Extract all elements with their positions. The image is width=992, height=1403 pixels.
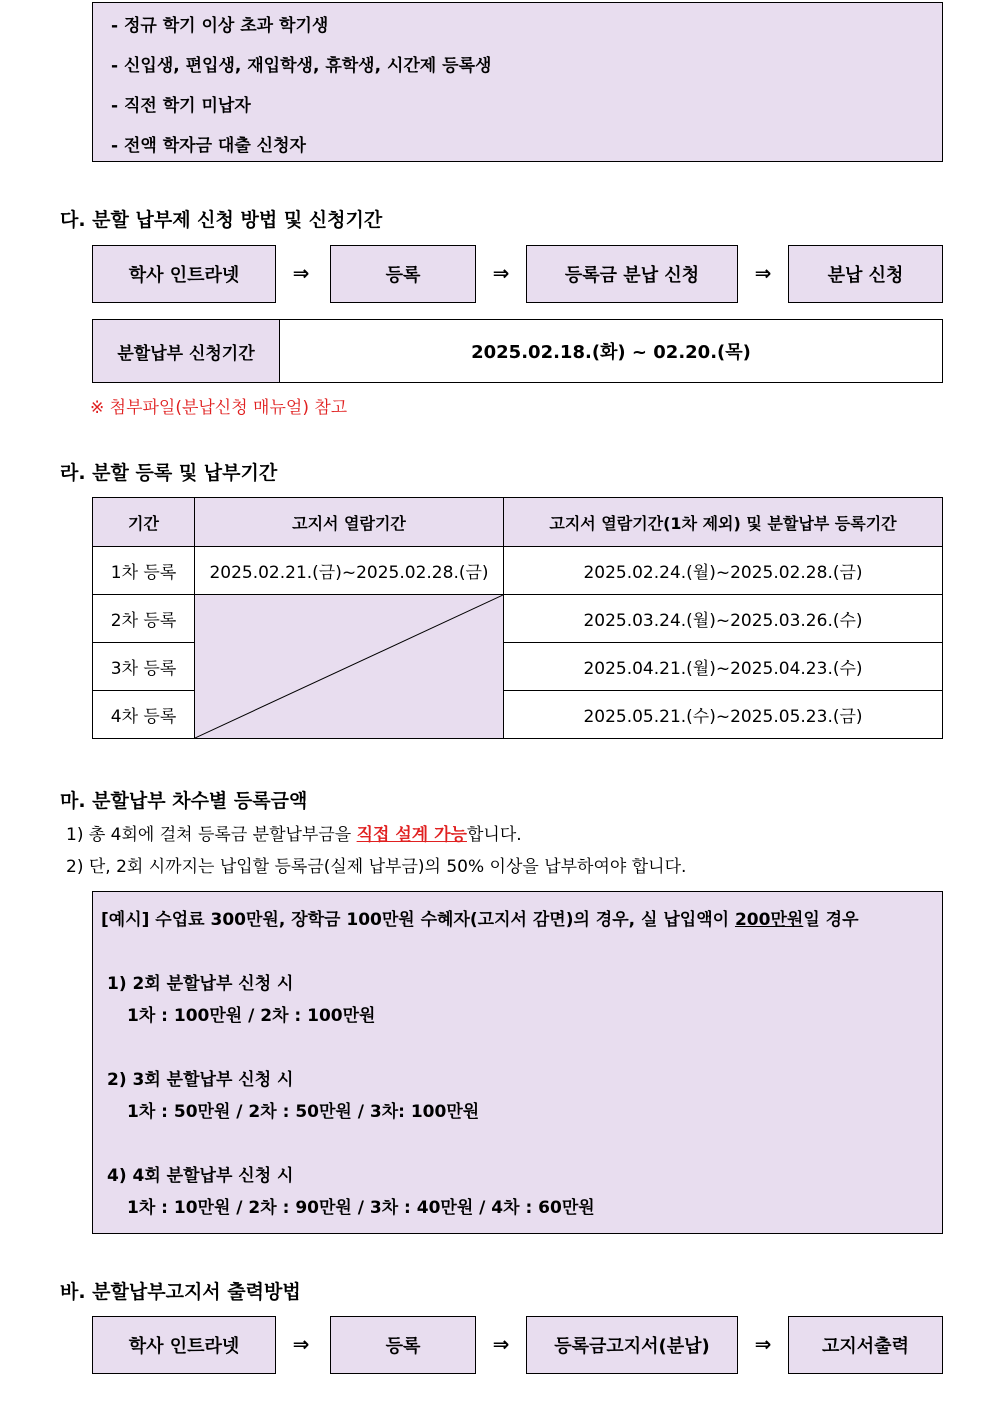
case-3-title: 4) 4회 분할납부 신청 시 [107,1166,294,1186]
print-step-installment-bill: 등록금고지서(분납) [526,1316,738,1374]
case-2-detail: 1차 : 50만원 / 2차 : 50만원 / 3차: 100만원 [127,1102,480,1122]
print-step-intranet: 학사 인트라넷 [92,1316,276,1374]
item-1-post: 합니다. [466,825,522,845]
diagonal-empty-cell [195,595,504,739]
exclusion-line: - 전액 학자금 대출 신청자 [111,136,306,156]
exclusion-line: - 직전 학기 미납자 [111,96,251,116]
table-header-row [93,498,943,547]
exclusion-line: - 정규 학기 이상 초과 학기생 [111,16,329,36]
flow-step-installment-apply: 등록금 분납 신청 [526,245,738,303]
flow-arrow-icon: ⇒ [492,1332,510,1356]
case-1-detail: 1차 : 100만원 / 2차 : 100만원 [127,1006,376,1026]
flow-step-intranet: 학사 인트라넷 [92,245,276,303]
table-row [93,595,943,643]
item-1 [66,820,522,845]
flow-arrow-icon: ⇒ [754,261,772,285]
header-register: 고지서 열람기간(1차 제외) 및 분할납부 등록기간 [504,498,943,547]
case-1-title: 1) 2회 분할납부 신청 시 [107,974,294,994]
example-heading [101,905,859,930]
flow-step-installment: 분납 신청 [788,245,943,303]
section-ma-title: 마. 분할납부 차수별 등록금액 [60,790,308,812]
excluded-students-box [92,2,943,162]
section-ba-title: 바. 분할납부고지서 출력방법 [60,1281,301,1303]
flow-arrow-icon: ⇒ [292,1332,310,1356]
item-1-emphasis: 직접 설계 가능 [356,825,467,845]
item-1-pre: 1) 총 4회에 걸쳐 등록금 분할납부금을 [66,825,357,845]
registration-schedule-table [92,497,943,739]
table-row [93,547,943,595]
case-2-title: 2) 3회 분할납부 신청 시 [107,1070,294,1090]
example-heading-amount: 200만원 [734,910,804,930]
application-period-table [92,319,943,383]
diagonal-line [195,595,503,738]
section-ra-title: 라. 분할 등록 및 납부기간 [60,462,278,484]
example-box [92,891,943,1234]
example-heading-pre: [예시] 수업료 300만원, 장학금 100만원 수혜자(고지서 감면)의 경우, 실 납입액이 [101,910,735,930]
period-value: 2025.02.18.(화) ~ 02.20.(목) [280,320,942,382]
term-cell: 1차 등록 [93,547,195,595]
print-step-output: 고지서출력 [788,1316,943,1374]
register-period-cell: 2025.05.21.(수)~2025.05.23.(금) [504,691,943,739]
exclusion-line: - 신입생, 편입생, 재입학생, 휴학생, 시간제 등록생 [111,56,492,76]
header-view: 고지서 열람기간 [195,498,504,547]
section-da-title: 다. 분할 납부제 신청 방법 및 신청기간 [60,209,383,231]
flow-arrow-icon: ⇒ [292,261,310,285]
flow-arrow-icon: ⇒ [754,1332,772,1356]
flow-step-registration: 등록 [330,245,476,303]
manual-note: ※ 첨부파일(분납신청 매뉴얼) 참고 [90,398,348,418]
header-term: 기간 [93,498,195,547]
case-3-detail: 1차 : 10만원 / 2차 : 90만원 / 3차 : 40만원 / 4차 : 60만원 [127,1198,595,1218]
flow-arrow-icon: ⇒ [492,261,510,285]
term-cell: 3차 등록 [93,643,195,691]
example-heading-post: 일 경우 [803,910,859,930]
item-2: 2) 단, 2회 시까지는 납입할 등록금(실제 납부금)의 50% 이상을 납부하여야 합니다. [66,857,687,877]
register-period-cell: 2025.04.21.(월)~2025.04.23.(수) [504,643,943,691]
print-step-registration: 등록 [330,1316,476,1374]
term-cell: 2차 등록 [93,595,195,643]
term-cell: 4차 등록 [93,691,195,739]
register-period-cell: 2025.03.24.(월)~2025.03.26.(수) [504,595,943,643]
period-label: 분할납부 신청기간 [93,320,280,382]
register-period-cell: 2025.02.24.(월)~2025.02.28.(금) [504,547,943,595]
view-period-cell: 2025.02.21.(금)~2025.02.28.(금) [195,547,504,595]
